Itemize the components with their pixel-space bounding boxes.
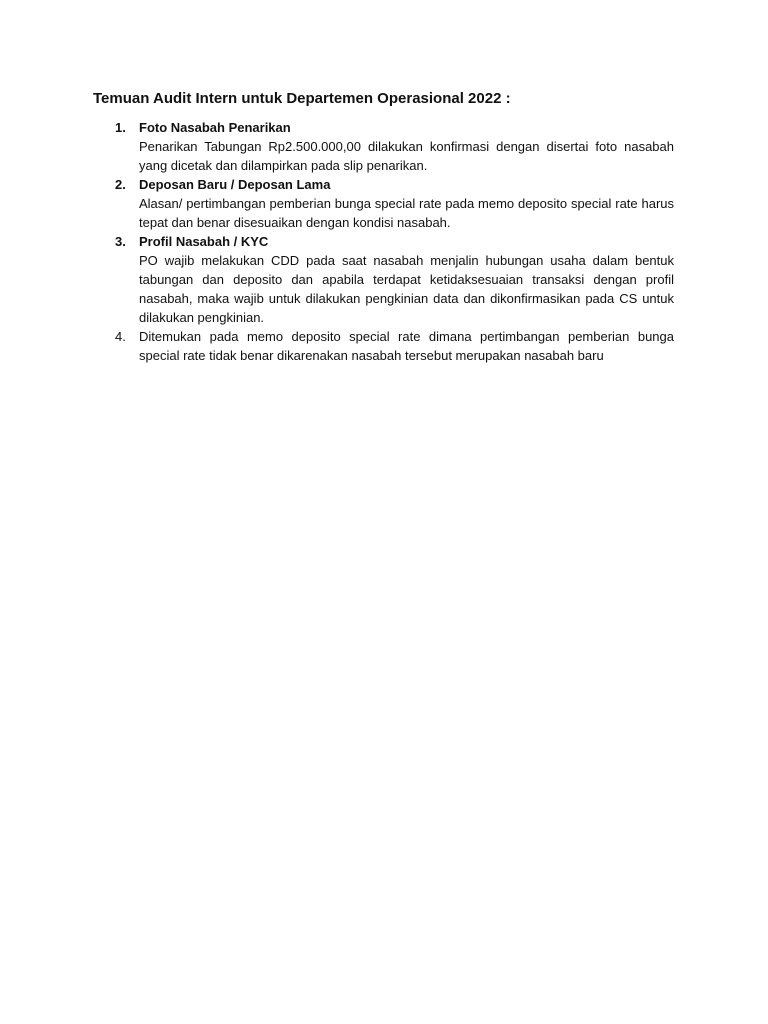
finding-item-4 — [93, 327, 674, 365]
finding-heading: Deposan Baru / Deposan Lama — [139, 177, 331, 192]
finding-body: Ditemukan pada memo deposito special rate dimana pertimbangan pemberian bunga special rate tidak benar dikarenakan nasabah tersebut merupakan nasabah baru — [139, 329, 674, 363]
finding-body: PO wajib melakukan CDD pada saat nasabah menjalin hubungan usaha dalam bentuk tabungan dan deposito dan apabila terdapat ketidaksesuaian transaksi dengan profil nasabah, maka wajib untuk dilakukan pengkinian data dan dikonfirmasikan pada CS untuk dilakukan pengkinian. — [139, 253, 674, 325]
finding-number: 2. — [115, 177, 126, 192]
finding-number: 4. — [115, 329, 126, 344]
document-page — [93, 88, 674, 365]
finding-item-1 — [93, 118, 674, 175]
findings-list — [93, 118, 674, 365]
finding-item-3 — [93, 232, 674, 327]
finding-heading: Foto Nasabah Penarikan — [139, 120, 291, 135]
finding-heading: Profil Nasabah / KYC — [139, 234, 269, 249]
finding-item-2 — [93, 175, 674, 232]
finding-body: Alasan/ pertimbangan pemberian bunga special rate pada memo deposito special rate harus tepat dan benar disesuaikan dengan kondisi nasabah. — [139, 196, 674, 230]
finding-number: 3. — [115, 234, 126, 249]
finding-number: 1. — [115, 120, 126, 135]
finding-body: Penarikan Tabungan Rp2.500.000,00 dilakukan konfirmasi dengan disertai foto nasabah yang dicetak dan dilampirkan pada slip penarikan. — [139, 139, 674, 173]
document-title: Temuan Audit Intern untuk Departemen Operasional 2022 : — [93, 90, 511, 107]
